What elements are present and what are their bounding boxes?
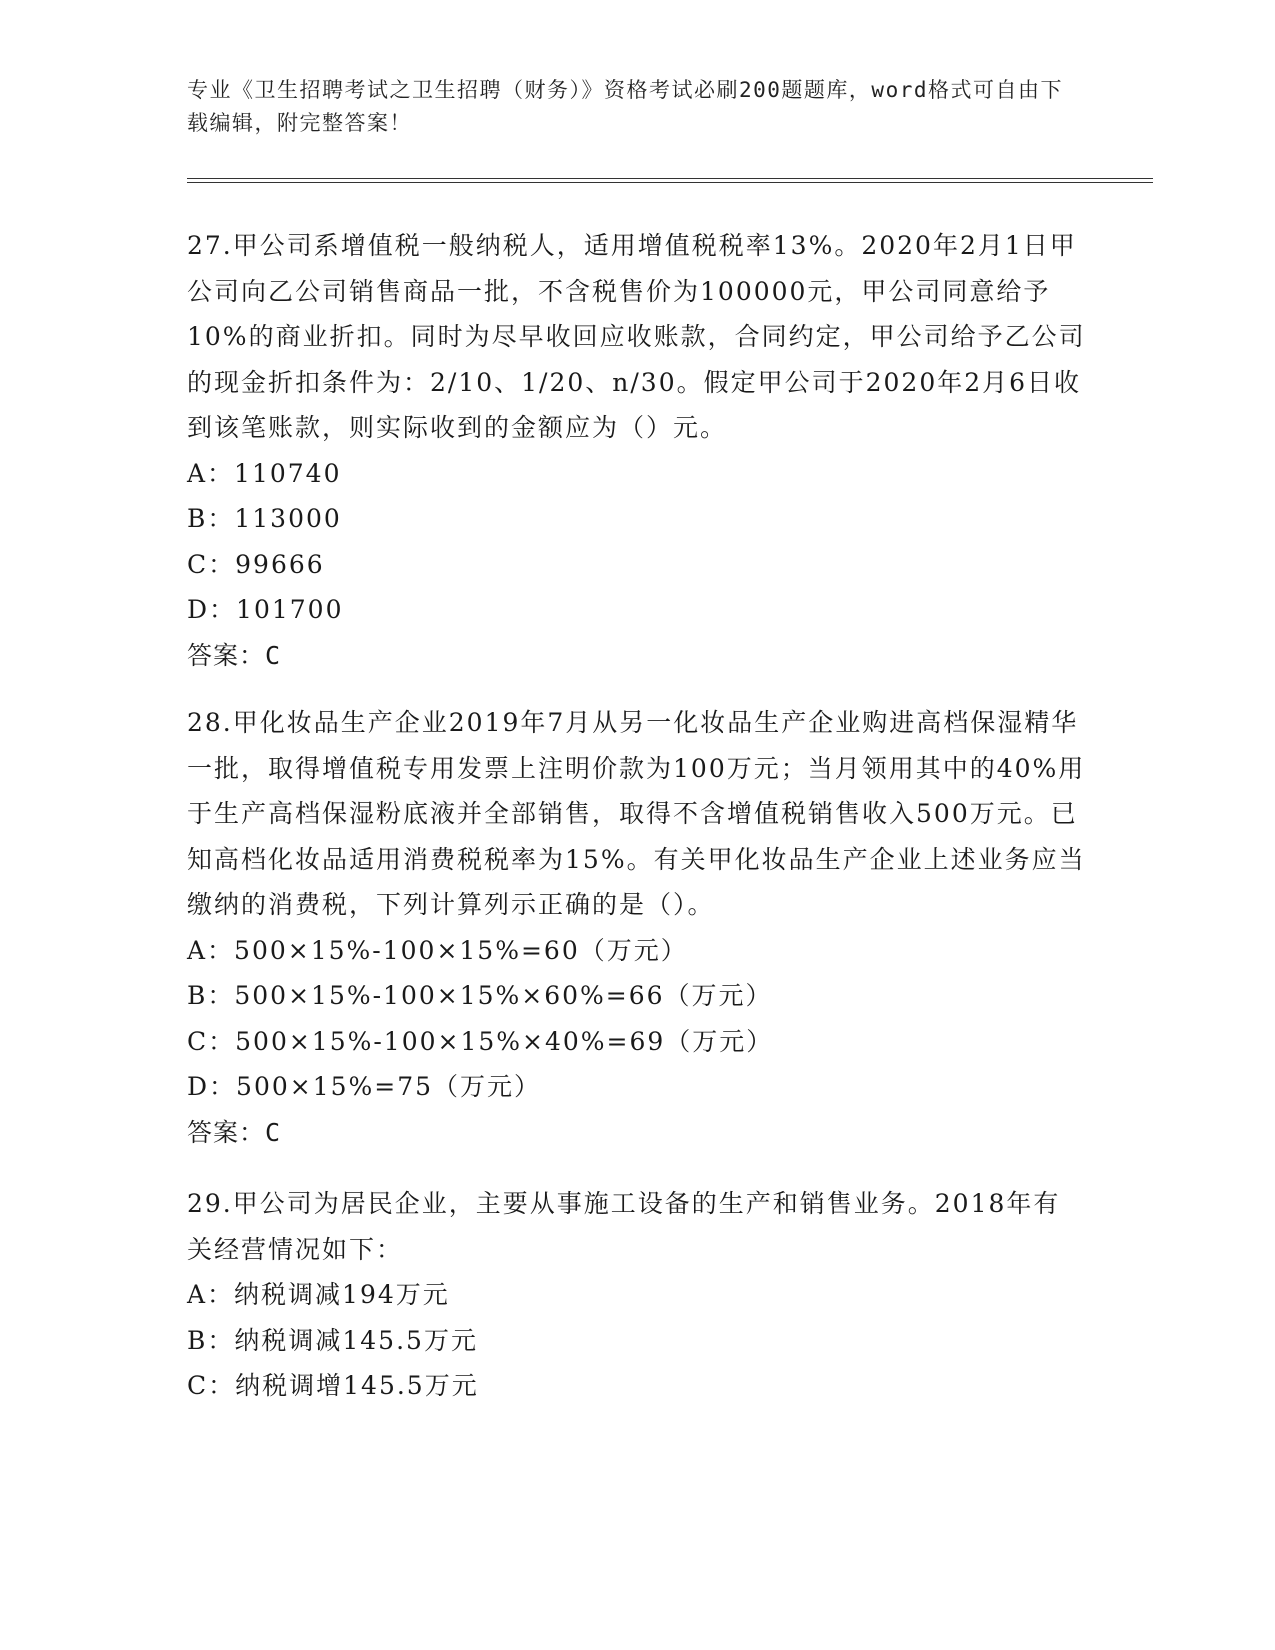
option-a: A：纳税调减194万元 bbox=[187, 1280, 450, 1309]
question-stem: 27.甲公司系增值税一般纳税人，适用增值税税率13%。2020年2月1日甲公司向乙公司销售商品一批，不含税售价为100000元，甲公司同意给予10%的商业折扣。同时为尽早收回应收账款，合同约定，甲公司给予乙公司的现金折扣条件为：2/10、1/20、n/30。假定甲公司于2020年2月6日收到该笔账款，则实际收到的金额应为（）元。 bbox=[187, 231, 1086, 442]
question-stem: 29.甲公司为居民企业，主要从事施工设备的生产和销售业务。2018年有关经营情况如下： bbox=[187, 1189, 1061, 1264]
answer-line bbox=[187, 633, 1087, 679]
option-b: B：纳税调减145.5万元 bbox=[187, 1325, 478, 1355]
option-d: D：500×15%=75（万元） bbox=[187, 1072, 542, 1101]
question-28 bbox=[187, 700, 1087, 1155]
question-stem: 28.甲化妆品生产企业2019年7月从另一化妆品生产企业购进高档保湿精华一批，取得增值税专用发票上注明价款为100万元；当月领用其中的40%用于生产高档保湿粉底液并全部销售，取得不含增值税销售收入500万元。已知高档化妆品适用消费税税率为15%。有关甲化妆品生产企业上述业务应当缴纳的消费税，下列计算列示正确的是（）。 bbox=[187, 708, 1086, 919]
option-a: A：110740 bbox=[187, 458, 342, 488]
option-a: A：500×15%-100×15%=60（万元） bbox=[187, 935, 688, 965]
option-b: B：113000 bbox=[187, 504, 342, 533]
option-b: B：500×15%-100×15%×60%=66（万元） bbox=[187, 981, 773, 1010]
option-d: D：101700 bbox=[187, 595, 344, 624]
option-c: C：99666 bbox=[187, 549, 325, 579]
option-c: C：纳税调增145.5万元 bbox=[187, 1371, 479, 1400]
option-c: C：500×15%-100×15%×40%=69（万元） bbox=[187, 1026, 774, 1056]
question-27 bbox=[187, 223, 1087, 678]
document-header-title: 专业《卫生招聘考试之卫生招聘（财务）》资格考试必刷200题题库，word格式可自由下载编辑，附完整答案！ bbox=[187, 78, 1063, 135]
answer-value: C bbox=[265, 640, 282, 670]
answer-value: C bbox=[265, 1117, 282, 1147]
header-divider bbox=[187, 178, 1153, 183]
answer-line bbox=[187, 1110, 1087, 1156]
question-29 bbox=[187, 1181, 1087, 1409]
answer-label: 答案： bbox=[187, 1117, 266, 1147]
answer-label: 答案： bbox=[187, 640, 266, 670]
